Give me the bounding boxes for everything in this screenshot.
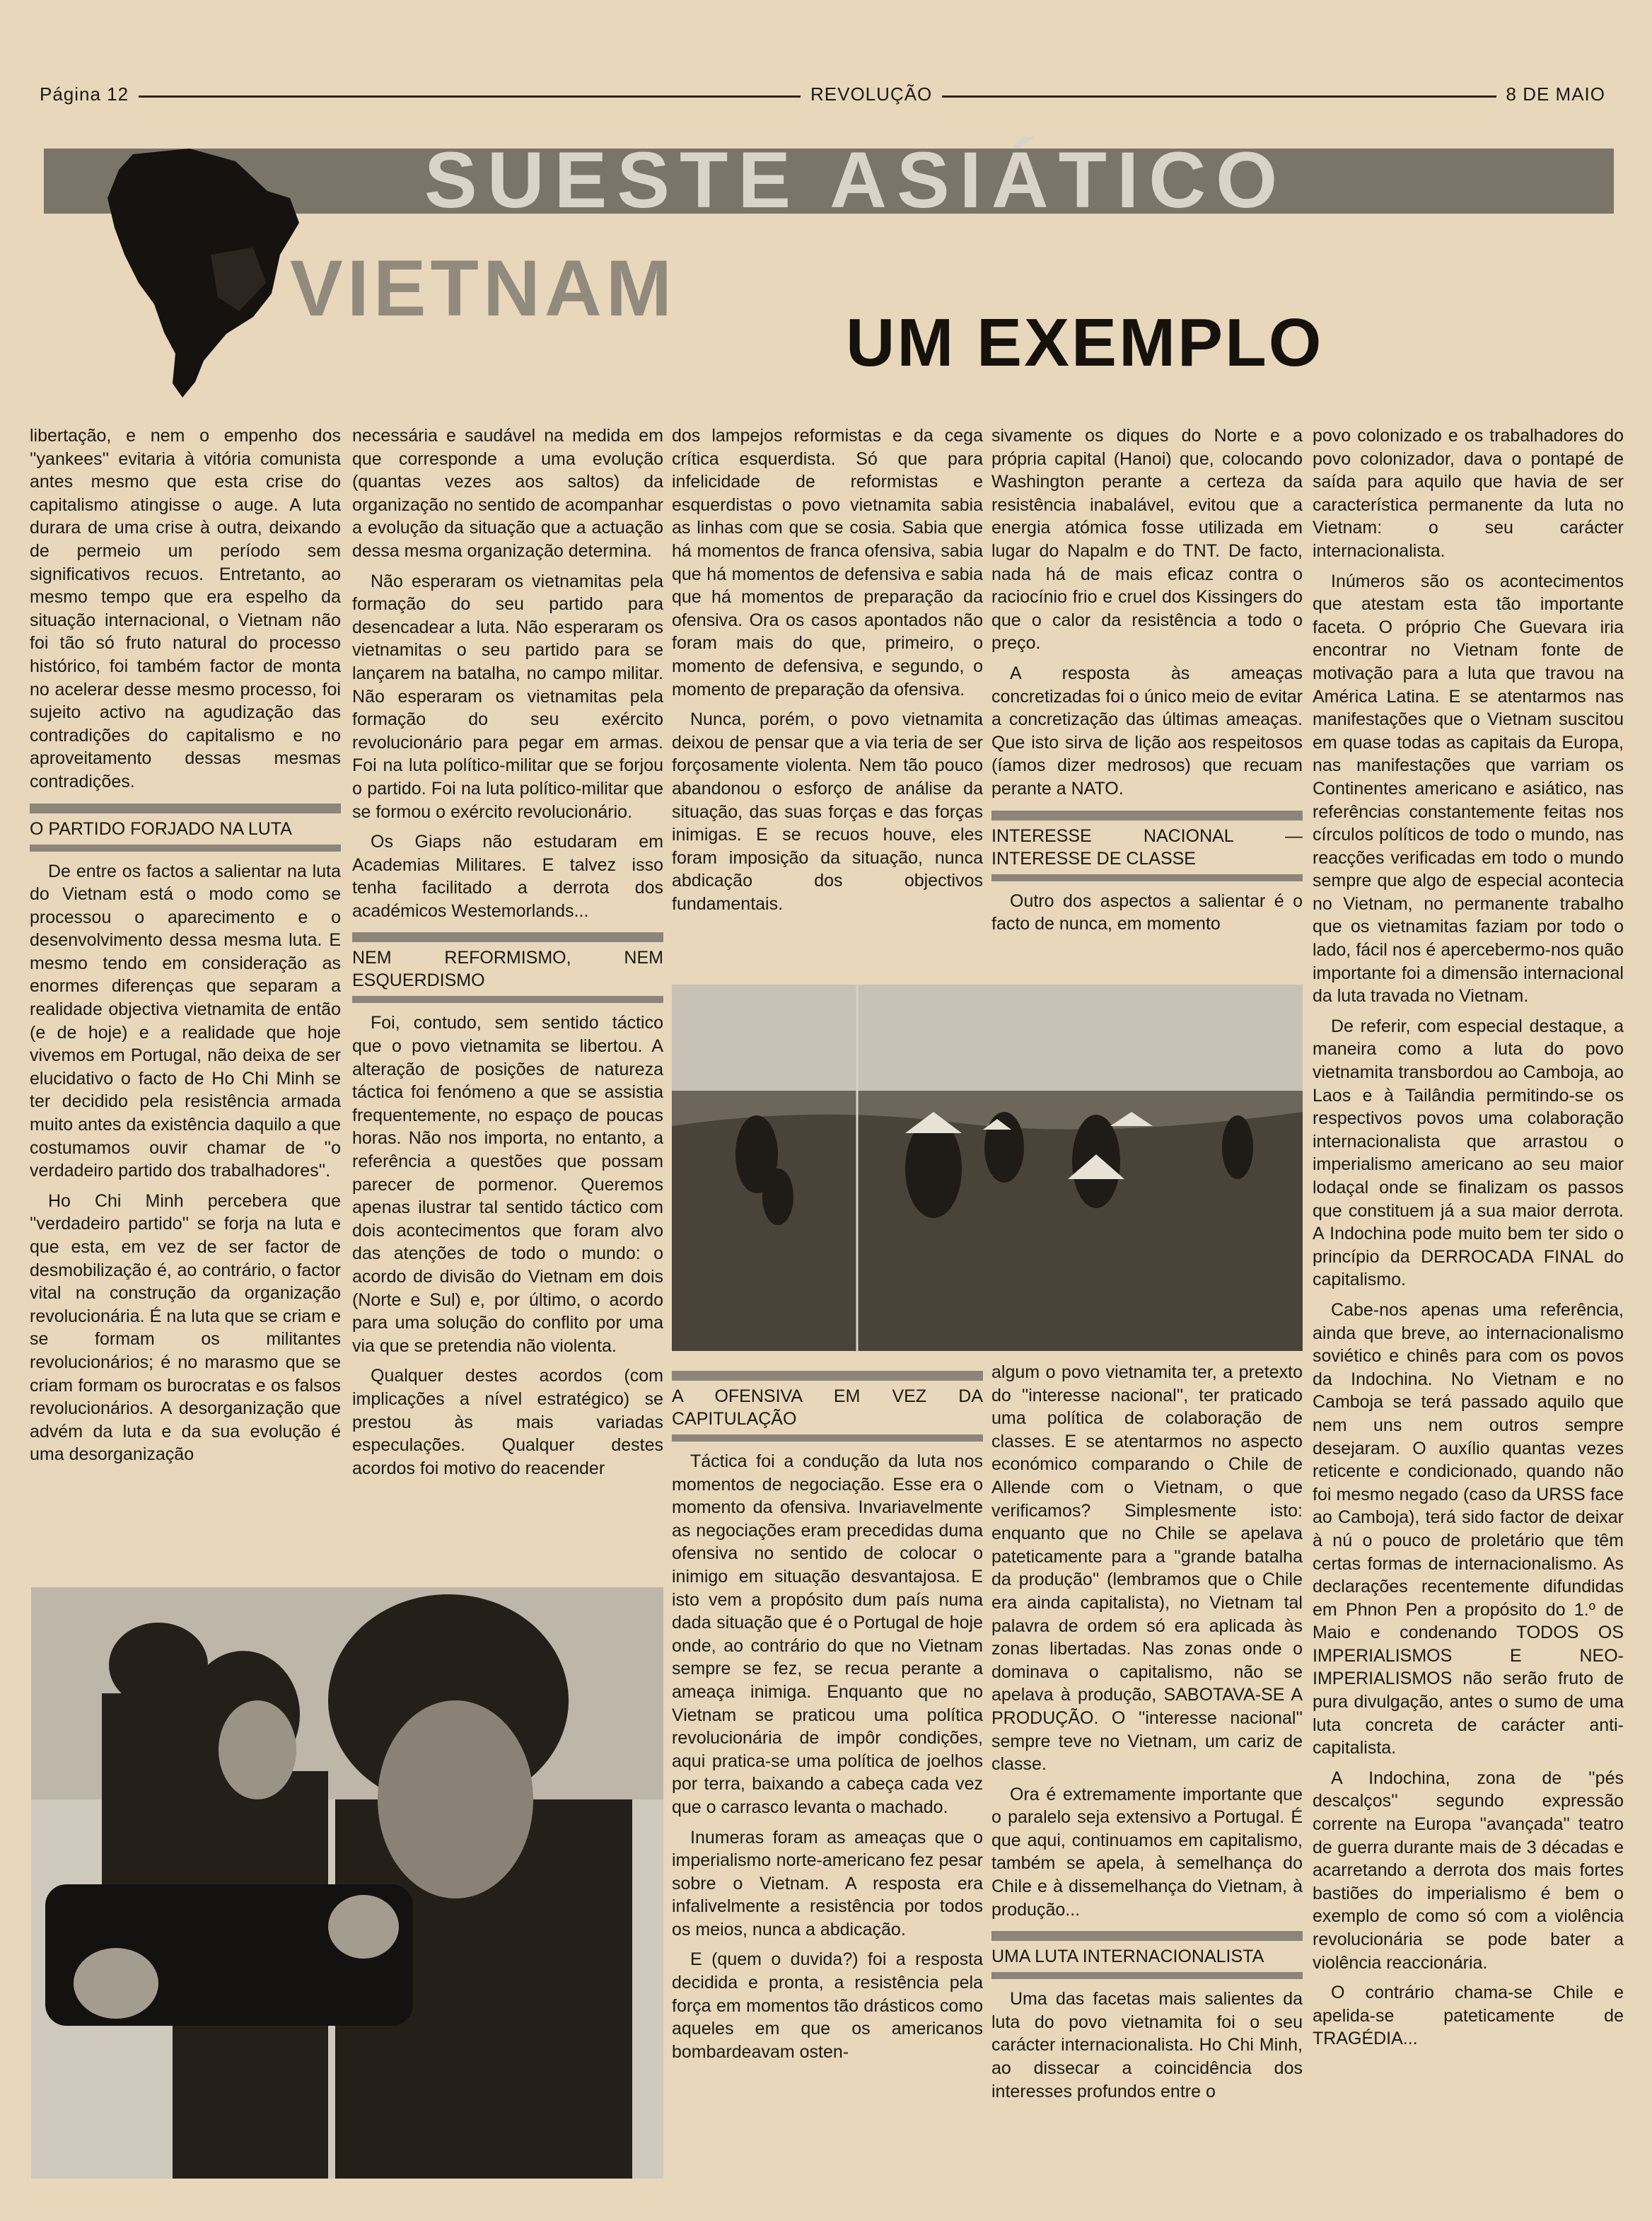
- article-column-2: [352, 424, 663, 1577]
- paragraph: Inúmeros são os acontecimentos que atestam esta tão importante faceta. O próprio Che Guevara iria encontrar no Vietnam fonte de motivação para a luta que travou na América Latina. E se atentarmos nas manifestações que o Vietnam suscitou em quase todas as capitais da Europa, nas manifestações que varriam os Continentes americano e asiático, nas referências constantemente feitas nos círculos políticos de todo o mundo, nas reacções verificadas em todo o mundo sempre que algo de especial acontecia no Vietnam, no permanente trabalho que os vietnamitas faziam por todo o lado, fácil nos é apercebermo-nos quão importante foi a dimensão internacional da luta travada no Vietnam.: [1313, 571, 1624, 1007]
- article-column-3-bottom: [672, 1371, 983, 2184]
- paragraph: Táctica foi a condução da luta nos momentos de negociação. Esse era o momento da ofensiva. Invariavelmente as negociações eram precedidas duma ofensiva no sentido de colocar o inimigo em situação desvantajosa. E isto vem a propósito dum país numa dada situação que é o Portugal de hoje onde, ao contrário do que no Vietnam sempre se fez, se recua perante a ameaça inimiga. Enquanto que no Vietnam se praticou uma política revolucionária de impôr condições, aqui pratica-se uma política de joelhos por terra, baixando a cabeça cada vez que o carrasco levanta o machado.: [672, 1451, 983, 1817]
- article-column-4-top: [991, 424, 1303, 976]
- article-column-5: [1313, 424, 1624, 2186]
- section-banner-title: SUESTE ASIÁTICO: [424, 136, 1288, 224]
- paragraph: A Indochina, zona de ''pés descalços'' segundo expressão corrente na Europa ''avançada'' teatro de guerra durante mais de 3 décadas e acarretando a derrota dos mais fortes bastiões do imperialismo é bem o exemplo de como só com a violência revolucionária se pode bater a violência reaccionária.: [1313, 1768, 1624, 1973]
- paragraph: algum o povo vietnamita ter, a pretexto do ''interesse nacional'', ter praticado uma política de colaboração de classes. E se atentarmos no aspecto económico comparando o Chile de Allende com o Vietnam, o que verificamos? Simplesmente isto: enquanto que no Chile se apelava pateticamente para a ''grande batalha da produção'' (lembramos que o Chile era ainda capitalista), no Vietnam tal palavra de ordem só era aplicada às zonas libertadas. Nas zonas onde o dominava o capitalismo, não se apelava à produção, SABOTAVA-SE A PRODUÇÃO. O ''interesse nacional'' sempre teve no Vietnam, um cariz de classe.: [991, 1362, 1303, 1775]
- headline: UM EXEMPLO: [846, 305, 1324, 381]
- publication-name: REVOLUÇÃO: [801, 83, 942, 105]
- paragraph: povo colonizado e os trabalhadores do povo colonizador, dava o pontapé de saída para aquilo que havia de ser característica permanente da luta no Vietnam: o seu carácter internacionalista.: [1313, 426, 1624, 561]
- paragraph: Não esperaram os vietnamitas pela formação do seu partido para desencadear a luta. Não esperaram os vietnamitas o seu partido para se lançarem na batalha, no campo militar. Não esperaram os vietnamitas pela formação do seu exército revolucionário para pegar em armas. Foi na luta político-militar que se forjou o partido. Foi na luta político-militar que se formou o exército revolucionário.: [352, 571, 663, 822]
- paragraph: libertação, e nem o empenho dos ''yankees'' evitaria à vitória comunista antes mesmo que esta crise do capitalismo atingisse o auge. A luta durara de uma crise à outra, deixando de permeio um período sem significativos recuos. Entretanto, ao mesmo tempo que era espelho da situação internacional, o Vietnam não foi tão só fruto natural do processo histórico, foi também factor de monta no acelerar desse mesmo processo, foi sujeito activo na agudização das contradições do capitalismo e no aproveitamento dessas mesmas contradições.: [30, 426, 341, 791]
- photo-rice-field-image: [672, 985, 1303, 1351]
- paragraph: Cabe-nos apenas uma referência, ainda que breve, ao internacionalismo soviético e chinês para com os povos da Indochina. No Vietnam e no Camboja se terá passado aquilo que nem uns nem outros sempre desejaram. O auxílio quantas vezes reticente e condicionado, quando não foi mesmo negado (caso da URSS face ao Camboja), terá sido factor de deixar à nú o pouco de proletário que têm certas formas de internacionalismo. As declarações recentemente difundidas em Phnon Pen a propósito do 1.º de Maio e condenando TODOS OS IMPERIALISMOS E NEO-IMPERIALISMOS não serão fruto de pura divulgação, antes o sumo de uma luta concreta de carácter anti-capitalista.: [1313, 1299, 1624, 1758]
- paragraph: De referir, com especial destaque, a maneira como a luta do povo vietnamita transbordou ao Camboja, ao Laos e à Tailândia permitindo-se os respectivos povos uma colaboração internacionalista que arrastou o imperialismo americano ao seu maior lodaçal onde se finalizam os passos que constituem já a sua maior derrota. A Indochina pode muito bem ter sido o princípio da DERROCADA FINAL do capitalismo.: [1313, 1016, 1624, 1290]
- subheading: INTERESSE NACIONAL — INTERESSE DE CLASSE: [991, 811, 1303, 881]
- paragraph: E (quem o duvida?) foi a resposta decidida e pronta, a resistência pela força em momentos tão drásticos como aqueles em que os americanos bombardeavam osten-: [672, 1949, 983, 2062]
- subheading: O PARTIDO FORJADO NA LUTA: [30, 804, 341, 852]
- running-header: [40, 83, 1605, 112]
- kicker-title: VIETNAM: [290, 244, 676, 332]
- paragraph: A resposta às ameaças concretizadas foi o único meio de evitar a concretização das últimas ameaças. Que isto sirva de lição aos respeitosos (íamos dizer medrosos) que recuam perante a NATO.: [991, 663, 1303, 799]
- subheading: UMA LUTA INTERNACIONALISTA: [991, 1931, 1303, 1979]
- paragraph: Os Giaps não estudaram em Academias Militares. E talvez isso tenha facilitado a derrota dos académicos Westemorlands...: [352, 832, 663, 921]
- subheading: NEM REFORMISMO, NEM ESQUERDISMO: [352, 932, 663, 1003]
- paragraph: Uma das facetas mais salientes da luta do povo vietnamita foi o seu carácter internacionalista. Ho Chi Minh, ao dissecar a coincidência dos interesses profundos entre o: [991, 1989, 1303, 2101]
- paragraph: De entre os factos a salientar na luta do Vietnam está o modo como se processou o aparecimento e o desenvolvimento dessa mesma luta. E mesmo tendo em consideração as enormes diferenças que separam a realidade objectiva vietnamita de então (e de hoje) e a realidade que hoje vivemos em Portugal, não deixa de ser elucidativo o facto de Ho Chi Minh se ter decidido pela resistência armada muito antes da existência daquilo a que costumamos ouvir chamar de ''o verdadeiro partido dos trabalhadores''.: [30, 861, 341, 1181]
- paragraph: Inumeras foram as ameaças que o imperialismo norte-americano fez pesar sobre o Vietnam. A resposta era infalivelmente a resistência por todos os meios, nunca a abdicação.: [672, 1827, 983, 1939]
- paragraph: Ho Chi Minh percebera que ''verdadeiro partido'' se forja na luta e que esta, em vez de ser factor de desmobilização é, ao contrário, o factor vital na construção da organização revolucionária. É na luta que se criam e se formam os militantes revolucionários; é no marasmo que se criam formam os burocratas e os falsos revolucionários. A desorganização que advém da luta e da sua evolução é uma desorganização: [30, 1190, 341, 1465]
- paragraph: Outro dos aspectos a salientar é o facto de nunca, em momento: [991, 891, 1303, 934]
- paragraph: Nunca, porém, o povo vietnamita deixou de pensar que a via teria de ser forçosamente violenta. Nem tão pouco abandonou o esforço de análise da situação, das suas forças e das forças inimigas. E se recuos houve, eles foram imposição da situação, nunca abdicação dos objectivos fundamentais.: [672, 709, 983, 914]
- paragraph: necessária e saudável na medida em que corresponde a uma evolução (quantas vezes aos saltos) da organização no sentido de acompanhar a evolução da situação que a actuação dessa mesma organização determina.: [352, 426, 663, 561]
- article-column-4-bottom: [991, 1361, 1303, 2184]
- paragraph: Foi, contudo, sem sentido táctico que o povo vietnamita se libertou. A alteração de posições de natureza táctica foi fenómeno a que se assistia frequentemente, no espaço de poucas horas. Não nos importa, no entanto, a referência a questões que possam parecer de pormenor. Queremos apenas ilustrar tal sentido táctico com dois acontecimentos que foram alvo das atenções de todo o mundo: o acordo de divisão do Vietnam em dois (Norte e Sul) e, por último, o acordo para uma solução do conflito por uma via que se pretendia não violenta.: [352, 1013, 663, 1356]
- paragraph: Qualquer destes acordos (com implicações a nível estratégico) se prestou às mais variadas especulações. Qualquer destes acordos foi motivo do reacender: [352, 1366, 663, 1478]
- subheading: A OFENSIVA EM VEZ DA CAPITULAÇÃO: [672, 1371, 983, 1442]
- photo-fighters-image: [31, 1587, 663, 2179]
- photo-vietnamese-fighters: [31, 1587, 663, 2179]
- paragraph: dos lampejos reformistas e da cega crítica esquerdista. Só que para infelicidade de reformistas e esquerdistas o povo vietnamita sabia as linhas com que se cosia. Sabia que há momentos de franca ofensiva, sabia que há momentos de defensiva e sabia que há momentos de preparação da ofensiva. Ora os casos apontados não foram mais do que, primeiro, o momento de defensiva, e segundo, o momento de preparação da ofensiva.: [672, 426, 983, 700]
- issue-date: 8 DE MAIO: [1496, 83, 1605, 105]
- page-number: Página 12: [40, 83, 139, 105]
- paragraph: sivamente os diques do Norte e a própria capital (Hanoi) que, colocando Washington perante a certeza da resistência inabalável, evitou que a energia atómica fosse utilizada em lugar do Napalm e do TNT. De facto, nada há de mais eficaz contra o raciocínio frio e cruel dos Kissingers do que o calor da resistência a todo o preço.: [991, 426, 1303, 654]
- paragraph: Ora é extremamente importante que o paralelo seja extensivo a Portugal. É que aqui, continuamos em capitalismo, também se apela, à semelhança do Chile e à dissemelhança do Vietnam, à produção...: [991, 1784, 1303, 1920]
- article-column-3-top: [672, 424, 983, 976]
- paragraph: O contrário chama-se Chile e apelida-se pateticamente de TRAGÉDIA...: [1313, 1983, 1624, 2049]
- indochina-map-icon: [105, 149, 303, 403]
- photo-rice-field-workers: [672, 985, 1303, 1351]
- article-column-1: [30, 424, 341, 1577]
